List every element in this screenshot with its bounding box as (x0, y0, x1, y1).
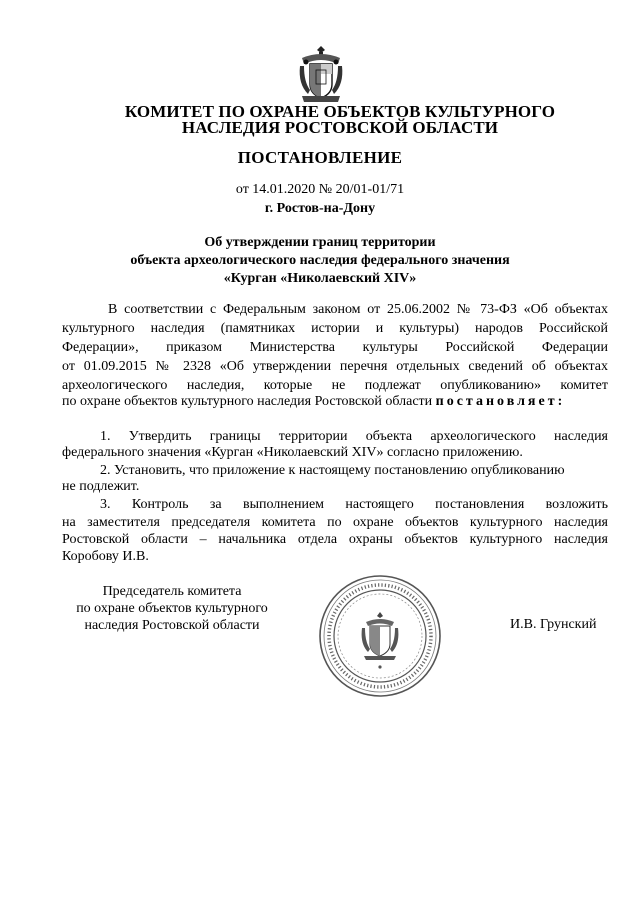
item-2-line-2: не подлежит. (62, 479, 140, 494)
signer-position-line-3: наследия Ростовской области (84, 618, 260, 633)
preamble-line-5: археологического наследия, которые не подлежат опубликованию» комитет (62, 378, 608, 393)
item-1-line-1: 1. Утвердить границы территории объекта археологического наследия (100, 429, 608, 444)
item-2-line-1: 2. Установить, что приложение к настоящему постановлению опубликованию (100, 463, 565, 478)
signer-position-line-2: по охране объектов культурного (76, 601, 268, 616)
preamble-line-1: В соответствии с Федеральным законом от 25.06.2002 № 73-ФЗ «Об объектах (108, 302, 608, 317)
subject-line-2: объекта археологического наследия федерального значения (130, 253, 510, 268)
item-3-line-3: Ростовской области – начальника отдела охраны объектов культурного наследия (62, 532, 608, 547)
subject-line-1: Об утверждении границ территории (204, 235, 436, 250)
coat-of-arms-icon (296, 44, 346, 104)
organization-name-line-2: НАСЛЕДИЯ РОСТОВСКОЙ ОБЛАСТИ (181, 118, 499, 137)
item-1-line-2: федерального значения «Курган «Николаевский XIV» согласно приложению. (62, 445, 523, 460)
signer-name: И.В. Грунский (510, 617, 597, 632)
document-date-number: от 14.01.2020 № 20/01-01/71 (235, 182, 405, 197)
preamble-line-3: Федерации», приказом Министерства культуры Российской Федерации (62, 340, 608, 355)
organization-name-line-1: КОМИТЕТ ПО ОХРАНЕ ОБЪЕКТОВ КУЛЬТУРНОГО (124, 102, 556, 121)
document-type-title: ПОСТАНОВЛЕНИЕ (237, 148, 403, 167)
item-3-line-2: на заместителя председателя комитета по охране объектов культурного наследия (62, 515, 608, 530)
item-3-line-1: 3. Контроль за выполнением настоящего постановления возложить (100, 497, 608, 512)
document-city: г. Ростов-на-Дону (264, 201, 376, 216)
signer-position-line-1: Председатель комитета (102, 584, 242, 599)
official-seal-icon (318, 572, 442, 700)
preamble-line-6 (62, 393, 608, 411)
item-3-line-4: Коробову И.В. (62, 549, 149, 564)
subject-line-3: «Курган «Николаевский XIV» (223, 271, 417, 286)
preamble-line-2: культурного наследия (памятниках истории и культуры) народов Российской (62, 321, 608, 336)
preamble-line-4: от 01.09.2015 № 2328 «Об утверждении перечня отдельных сведений об объектах (62, 359, 608, 374)
preamble-line-6-text: по охране объектов культурного наследия Ростовской области (62, 394, 433, 409)
resolves-word: постановляет: (435, 394, 566, 409)
